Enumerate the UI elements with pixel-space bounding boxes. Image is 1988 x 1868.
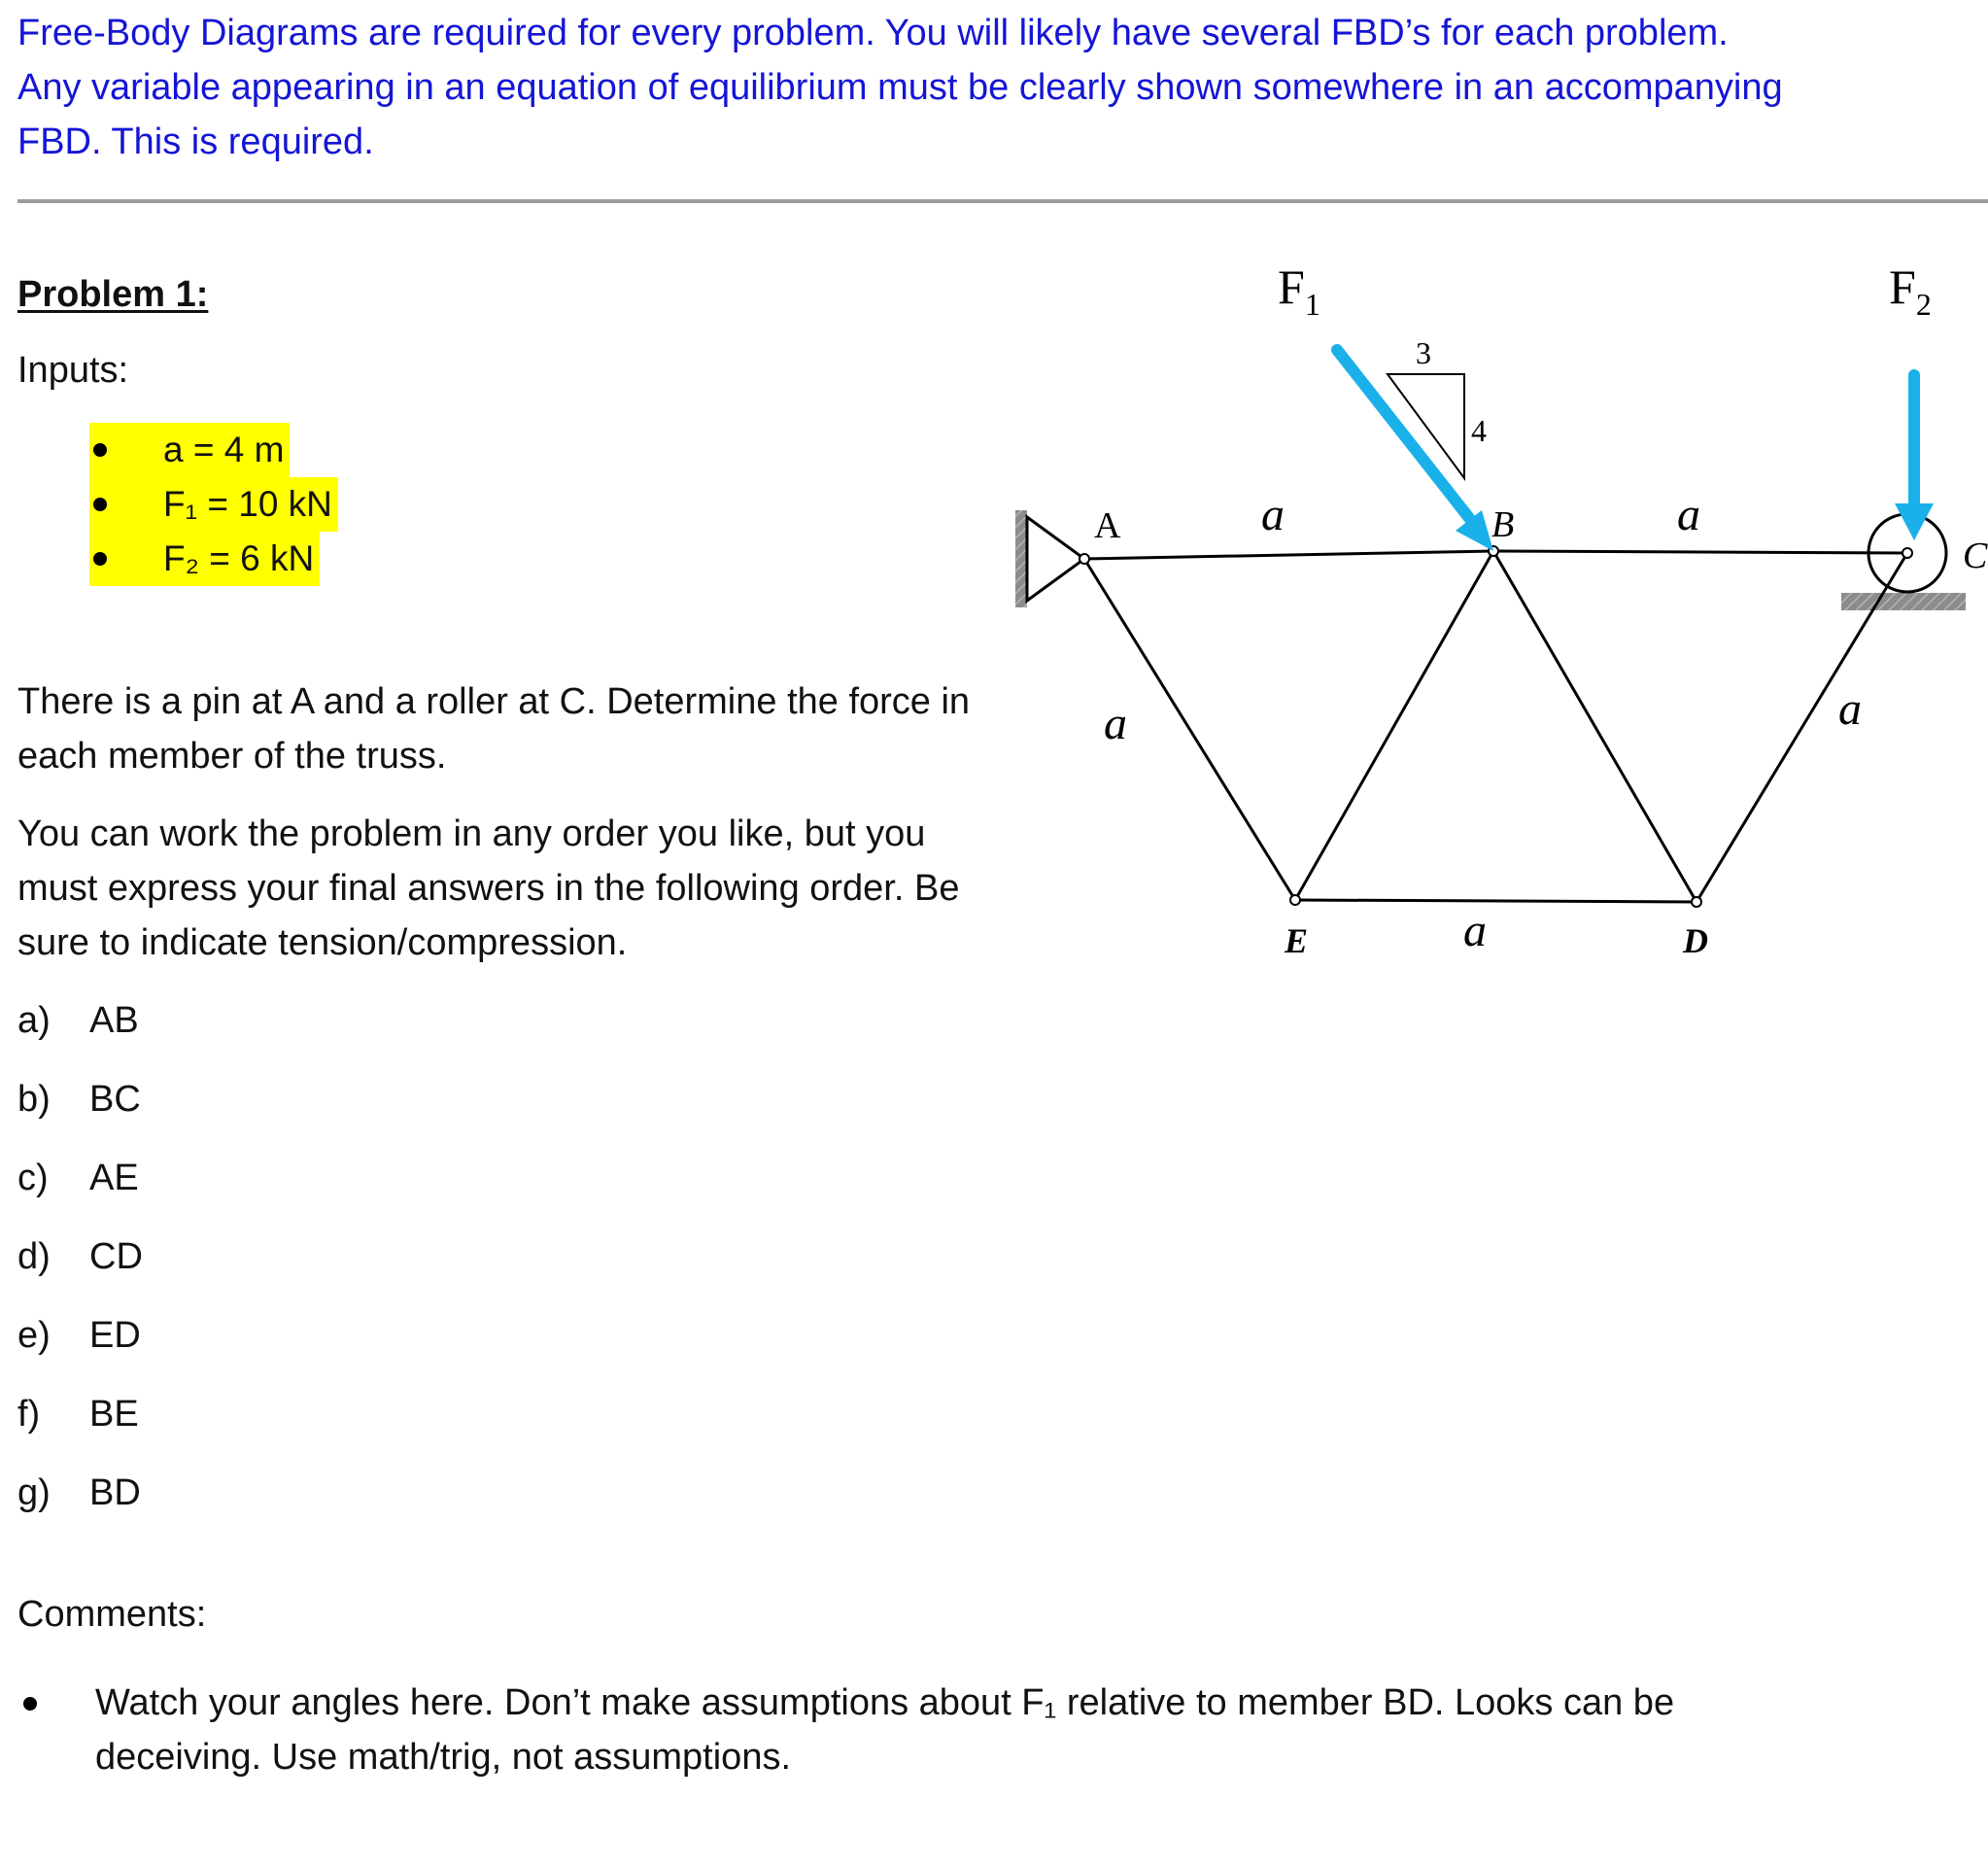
dim-label-ab: a	[1261, 489, 1285, 540]
problem-instructions: You can work the problem in any order you like, but you must express your final answers in the following order. Be sure to indicate tension/compression.	[17, 813, 960, 963]
joint-c	[1902, 548, 1912, 558]
answer-member: AE	[89, 1158, 139, 1198]
list-item	[17, 1151, 143, 1229]
problem-statement: There is a pin at A and a roller at C. Determine the force in each member of the truss.	[17, 681, 971, 777]
answer-member: ED	[89, 1315, 141, 1356]
dim-label-bc: a	[1677, 489, 1700, 540]
dim-label-cd: a	[1838, 683, 1862, 735]
list-item	[17, 993, 143, 1072]
answer-letter: e)	[17, 1315, 51, 1356]
dimension-labels	[1104, 489, 1862, 956]
answer-letter: g)	[17, 1472, 51, 1513]
bullet-icon	[93, 443, 107, 457]
list-item	[17, 1466, 143, 1544]
member-bd	[1493, 551, 1697, 902]
answer-letter: c)	[17, 1158, 49, 1198]
slope-rise-label: 4	[1471, 413, 1487, 448]
horizontal-divider	[17, 199, 1988, 203]
member-ab	[1084, 551, 1493, 559]
input-f1: F₁ = 10 kN	[163, 484, 332, 524]
input-f2: F₂ = 6 kN	[163, 538, 315, 578]
inputs-list	[89, 423, 338, 586]
notice-line-1: Free-Body Diagrams are required for every problem. You will likely have several FBD’s for each problem.	[17, 13, 1729, 53]
list-item	[17, 1229, 143, 1308]
input-item	[89, 423, 290, 477]
input-a: a = 4 m	[163, 430, 285, 469]
input-item	[89, 477, 338, 532]
joint-d	[1692, 897, 1701, 907]
notice-line-3: FBD. This is required.	[17, 121, 374, 162]
truss-joints	[1080, 546, 1912, 907]
dim-label-ed: a	[1463, 905, 1487, 956]
bullet-icon	[23, 1697, 37, 1711]
answer-member: BD	[89, 1472, 141, 1513]
input-item	[89, 532, 320, 586]
answer-letter: f)	[17, 1394, 41, 1435]
answer-letter: b)	[17, 1079, 51, 1120]
answer-order-list	[17, 993, 143, 1544]
list-item	[17, 1387, 143, 1466]
truss-members	[1084, 551, 1907, 902]
bullet-icon	[93, 498, 107, 511]
list-item	[17, 1308, 143, 1387]
node-label-e: E	[1285, 921, 1309, 960]
answer-letter: d)	[17, 1236, 51, 1277]
comments-label: Comments:	[17, 1594, 207, 1635]
joint-a	[1080, 554, 1089, 564]
dim-label-ae: a	[1104, 698, 1127, 749]
joint-e	[1290, 895, 1300, 905]
force-f2-label: $F_2$	[1889, 259, 1932, 322]
notice-line-2: Any variable appearing in an equation of equilibrium must be clearly shown somewhere in an accompanying	[17, 67, 1783, 108]
member-bc	[1493, 551, 1907, 553]
bullet-icon	[93, 552, 107, 566]
truss-diagram	[991, 243, 1988, 982]
node-label-c: C	[1963, 536, 1988, 576]
answer-letter: a)	[17, 1000, 51, 1041]
force-f1-label: $F_1$	[1278, 259, 1320, 322]
comment-text: Watch your angles here. Don’t make assumptions about F₁ relative to member BD. Looks can be deceiving. Use math/trig, not assumptions.	[95, 1682, 1675, 1778]
node-label-b: B	[1491, 504, 1515, 545]
member-cd	[1697, 553, 1907, 902]
member-be	[1295, 551, 1493, 900]
answer-member: AB	[89, 1000, 139, 1041]
fbd-notice	[17, 6, 1980, 169]
pin-support-icon	[1027, 517, 1084, 601]
slope-run-label: 3	[1416, 335, 1431, 370]
problem-title: Problem 1:	[17, 274, 209, 315]
list-item	[17, 1072, 143, 1151]
member-ed	[1295, 900, 1697, 902]
answer-member: CD	[89, 1236, 143, 1277]
answer-member: BC	[89, 1079, 141, 1120]
node-label-a: A	[1094, 505, 1121, 546]
inputs-label: Inputs:	[17, 350, 129, 391]
node-label-d: D	[1683, 921, 1708, 960]
pin-support-wall	[1015, 510, 1027, 607]
answer-member: BE	[89, 1394, 139, 1435]
comment-item	[17, 1676, 1844, 1784]
roller-ground	[1841, 593, 1966, 610]
